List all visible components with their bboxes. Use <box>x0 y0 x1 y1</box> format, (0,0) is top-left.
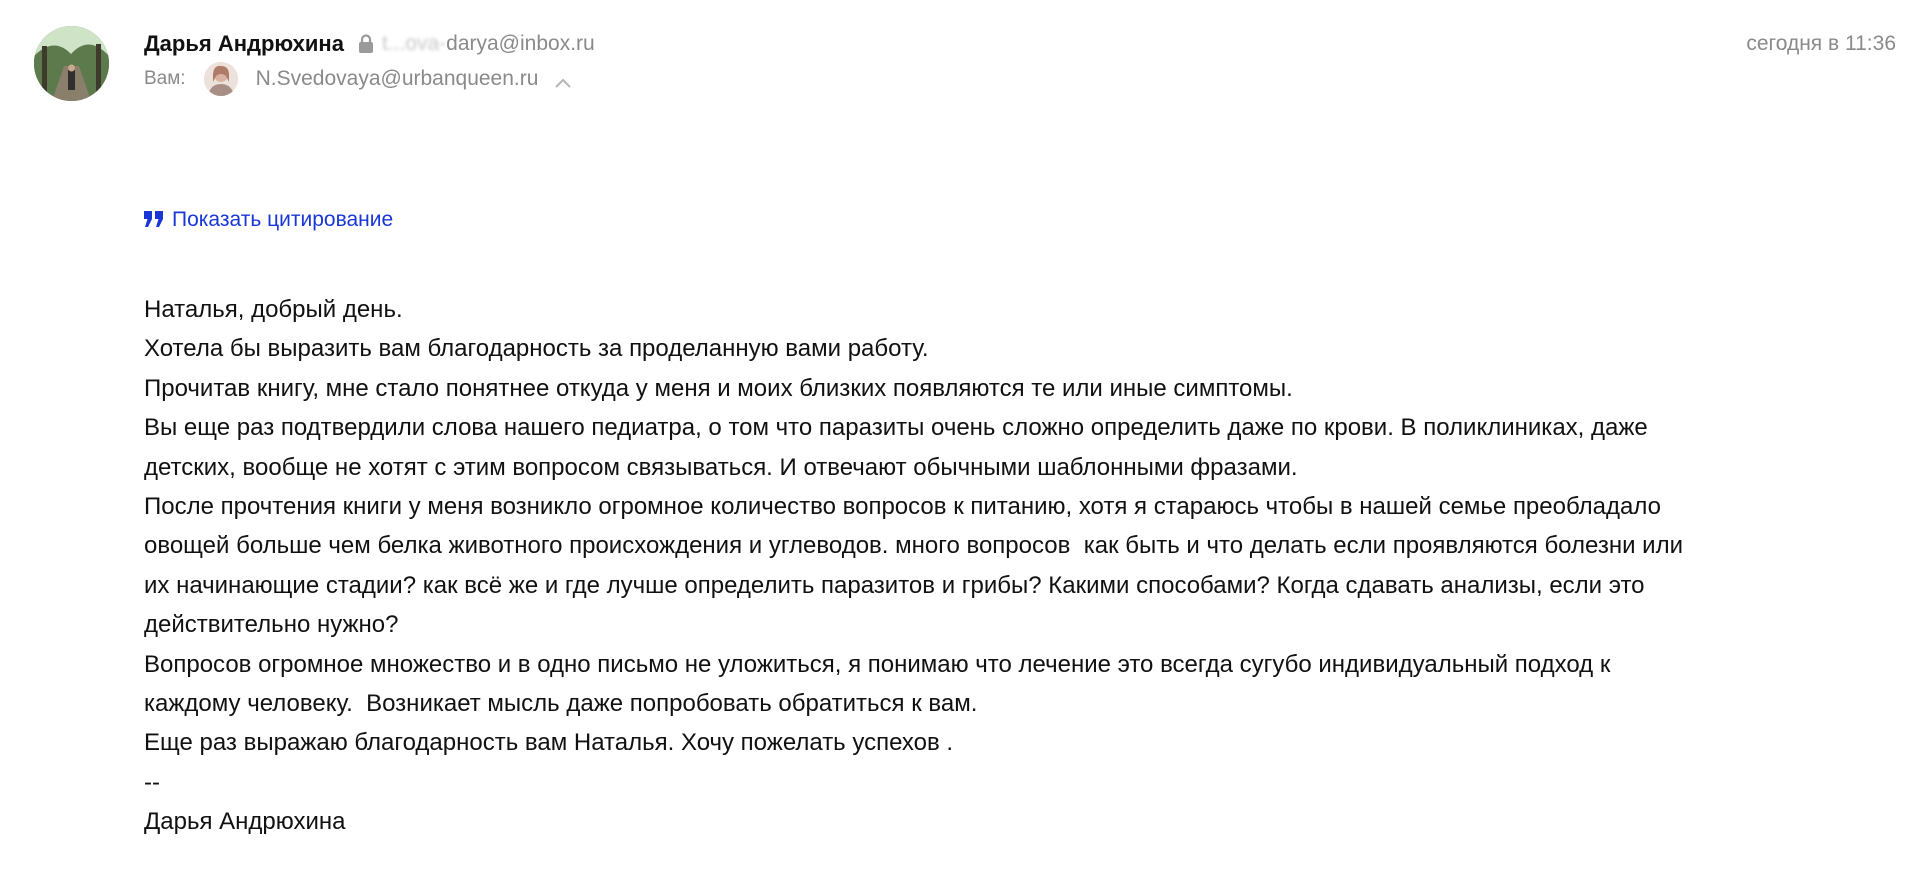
body-line: Вопросов огромное множество и в одно письмо не уложиться, я понимаю что лечение это всегда сугубо индивидуальный подход к <box>144 650 1611 678</box>
body-line: Вы еще раз подтвердили слова нашего педиатра, о том что паразиты очень сложно определить даже по крови. В поликлиниках, даже <box>144 414 1648 442</box>
from-row <box>144 32 595 56</box>
sender-email-hidden: t...ova- <box>381 32 447 55</box>
chevron-up-icon[interactable] <box>554 76 572 88</box>
sender-avatar[interactable] <box>34 26 109 101</box>
show-quote-link[interactable] <box>144 208 393 232</box>
show-quote-label[interactable]: Показать цитирование <box>172 208 394 231</box>
message-date: сегодня в 11:36 <box>1746 32 1896 55</box>
sender-name[interactable]: Дарья Андрюхина <box>144 31 344 56</box>
sender-email-visible: darya@inbox.ru <box>446 32 595 55</box>
to-row <box>144 62 572 96</box>
signature: Дарья Андрюхина <box>144 808 346 836</box>
body-line: овощей больше чем белка животного происхождения и углеводов. много вопросов как быть и что делать если проявляются болезни или <box>144 532 1683 560</box>
to-label: Вам: <box>144 68 186 89</box>
message-body <box>144 290 1864 842</box>
body-line: Хотела бы выразить вам благодарность за проделанную вами работу. <box>144 335 929 363</box>
body-line: действительно нужно? <box>144 611 399 639</box>
body-line: Еще раз выражаю благодарность вам Наталья. Хочу пожелать успехов . <box>144 729 954 757</box>
quote-icon <box>144 211 164 229</box>
sender-email[interactable] <box>382 32 595 56</box>
recipient-email[interactable]: N.Svedovaya@urbanqueen.ru <box>255 67 539 90</box>
body-line: После прочтения книги у меня возникло огромное количество вопросов к питанию, хотя я стараюсь чтобы в нашей семье преобладало <box>144 493 1661 521</box>
body-line: их начинающие стадии? как всё же и где лучше определить паразитов и грибы? Какими способами? Когда сдавать анализы, если это <box>144 571 1645 599</box>
body-line: каждому человеку. Возникает мысль даже попробовать обратиться к вам. <box>144 690 978 718</box>
lock-icon <box>358 34 374 54</box>
recipient-avatar[interactable] <box>204 62 238 96</box>
body-line: Наталья, добрый день. <box>144 296 403 323</box>
body-line: детских, вообще не хотят с этим вопросом связываться. И отвечают обычными шаблонными фразами. <box>144 453 1298 481</box>
body-line: Прочитав книгу, мне стало понятнее откуда у меня и моих близких появляются те или иные симптомы. <box>144 374 1293 402</box>
body-line: -- <box>144 768 160 796</box>
